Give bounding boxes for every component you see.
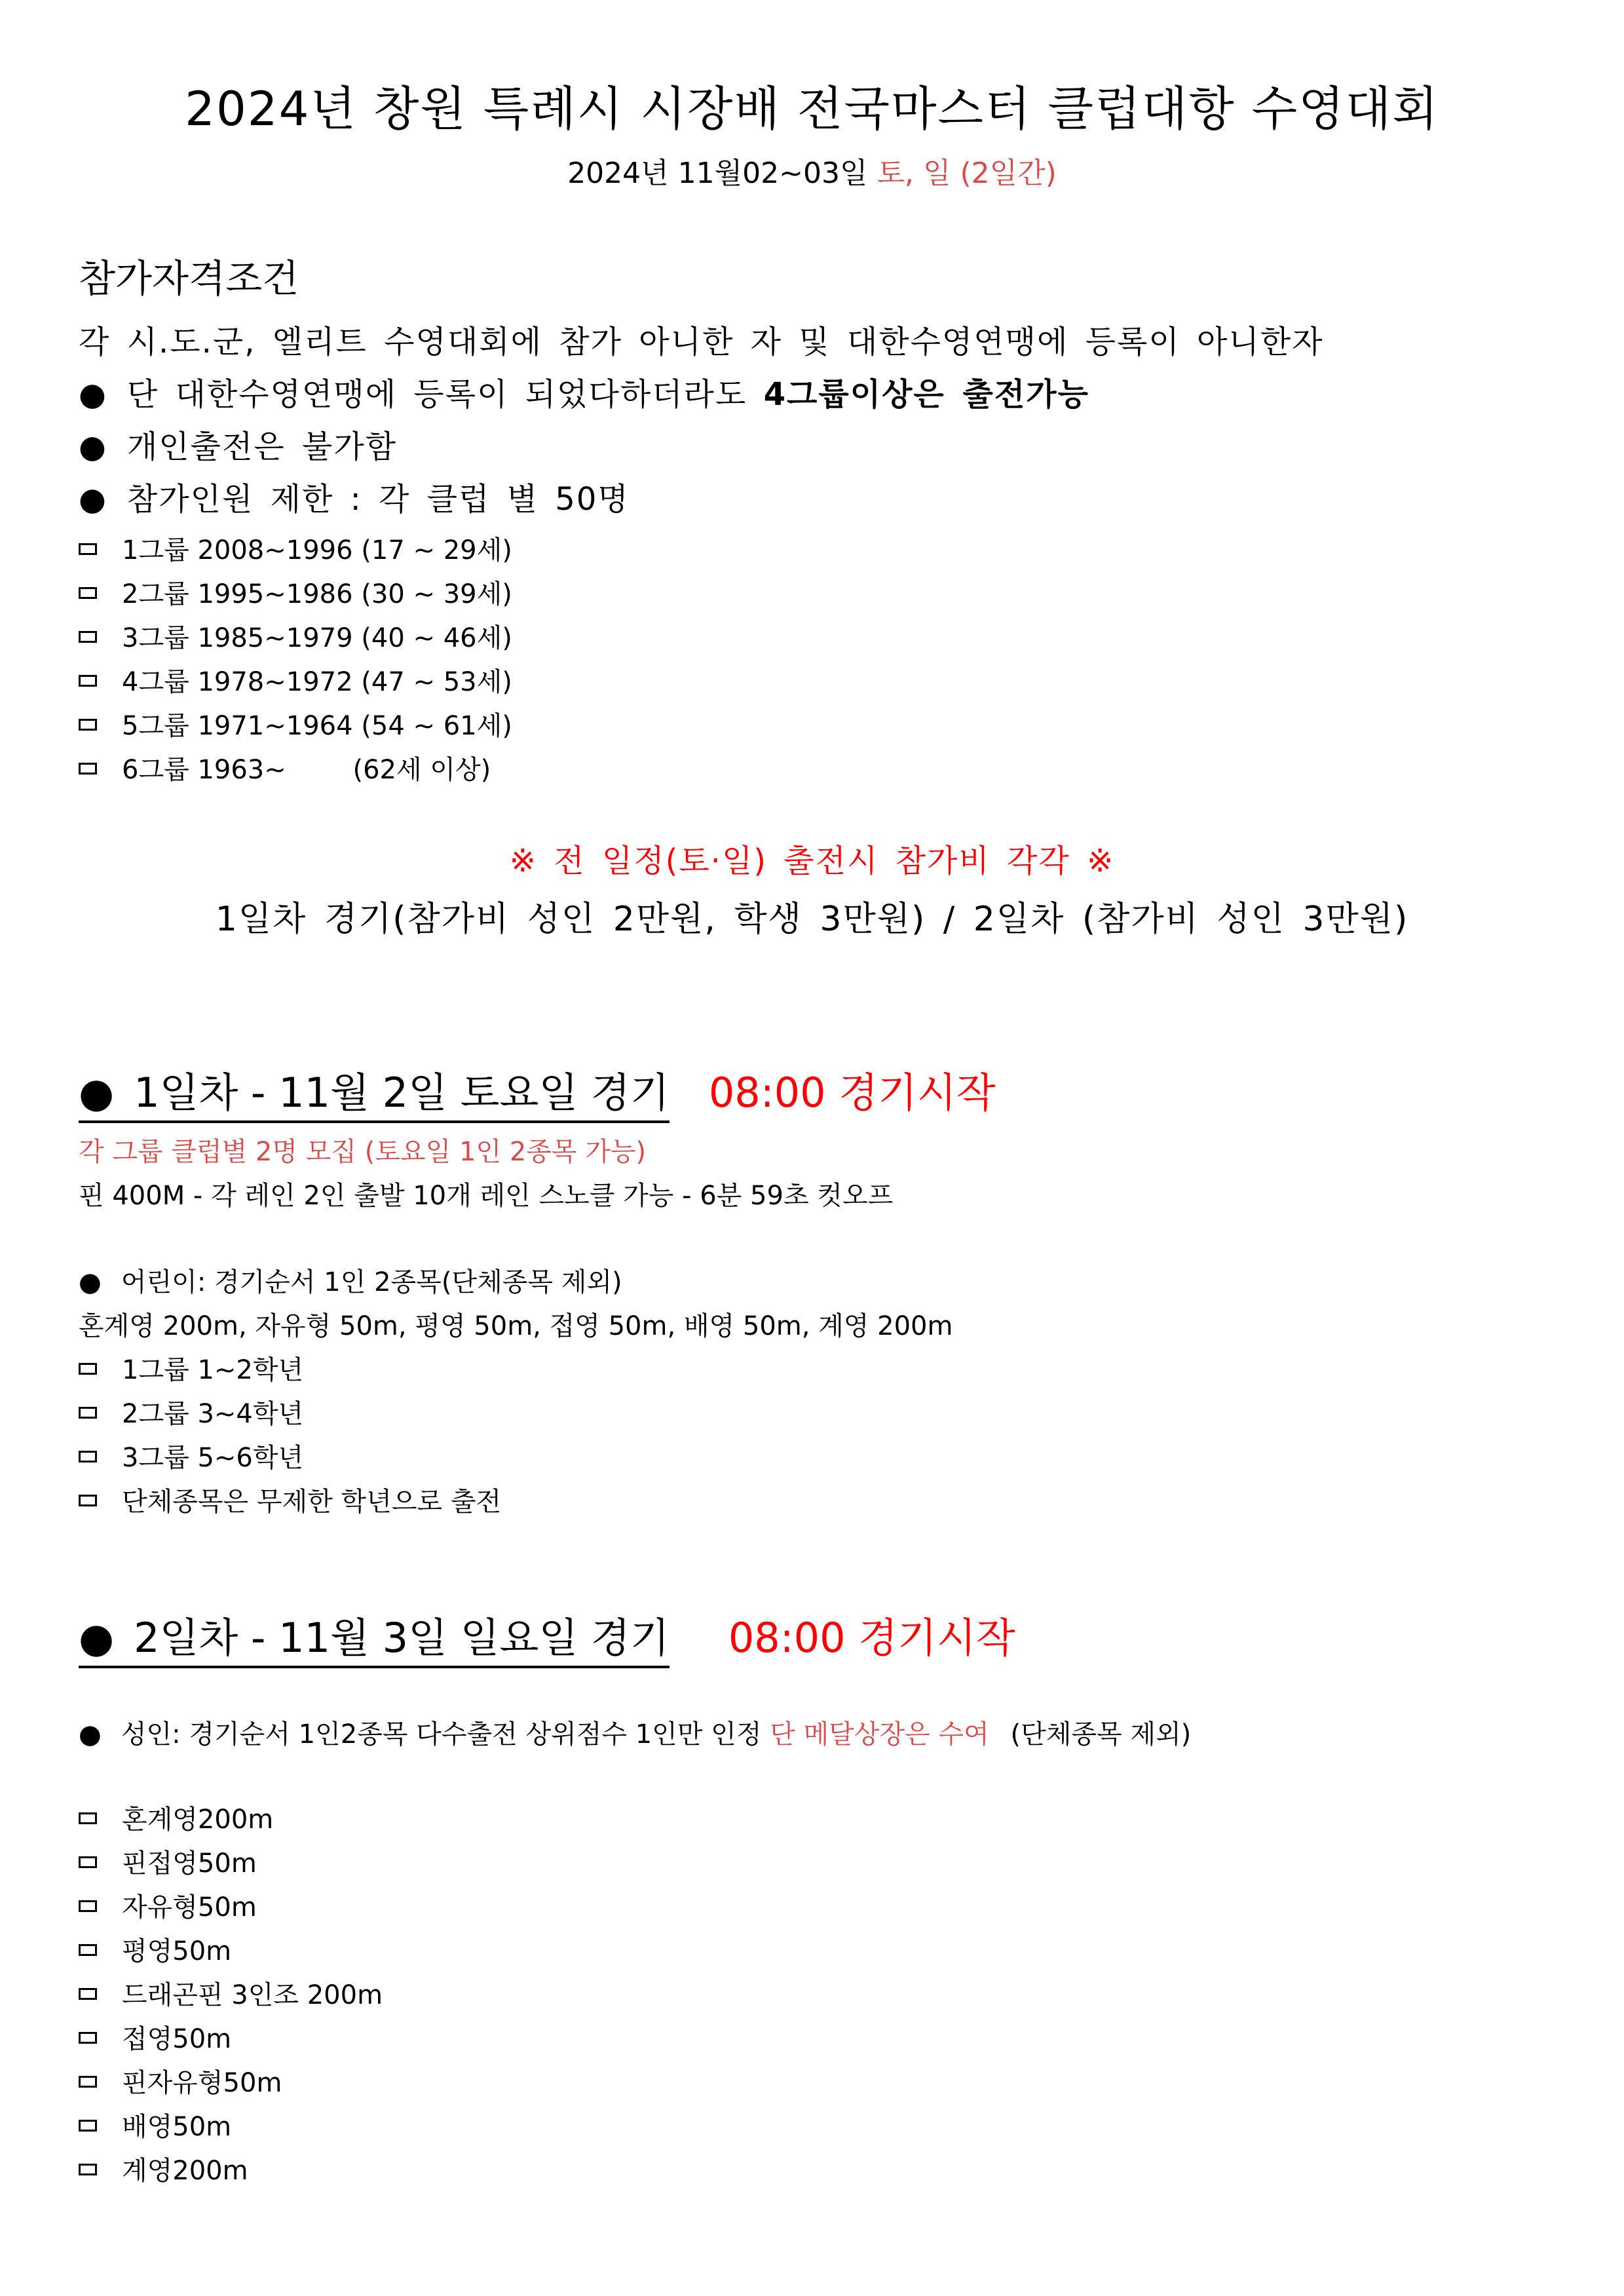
kids-group-item: 2그룹 3~4학년 bbox=[79, 1393, 303, 1430]
checkbox-square-icon bbox=[79, 1856, 97, 1868]
bullet-icon: ● bbox=[79, 1719, 102, 1750]
day2-event-item: 자유형50m bbox=[79, 1886, 257, 1924]
checkbox-square-icon bbox=[79, 1495, 97, 1506]
kids-group-item: 1그룹 1~2학년 bbox=[79, 1349, 303, 1387]
checkbox-square-icon bbox=[79, 1900, 97, 1912]
checkbox-square-icon bbox=[79, 2164, 97, 2175]
day1-kids-events: 혼계영 200m, 자유형 50m, 평영 50m, 접영 50m, 배영 50m, 계영 200m bbox=[79, 1311, 953, 1341]
day2-title: ● 2일차 - 11월 3일 일요일 경기 bbox=[79, 1614, 670, 1668]
age-group-item: 4그룹 1978~1972 (47 ~ 53세) bbox=[79, 661, 512, 698]
age-group-item: 5그룹 1971~1964 (54 ~ 61세) bbox=[79, 705, 512, 742]
day2-event-item: 접영50m bbox=[79, 2018, 231, 2056]
day2-heading bbox=[79, 1605, 1015, 1664]
age-group-item: 1그룹 2008~1996 (17 ~ 29세) bbox=[79, 529, 512, 567]
day2-medal-note: 단 메달상장은 수여 bbox=[770, 1719, 989, 1750]
day1-title: ● 1일차 - 11월 2일 토요일 경기 bbox=[79, 1069, 670, 1123]
checkbox-square-icon bbox=[79, 675, 97, 687]
day1-heading bbox=[79, 1060, 996, 1119]
kids-group-item: 단체종목은 무제한 학년으로 출전 bbox=[79, 1481, 501, 1518]
bullet-icon: ● bbox=[79, 376, 107, 413]
age-group-item: 3그룹 1985~1979 (40 ~ 46세) bbox=[79, 617, 512, 655]
bullet-icon: ● bbox=[79, 481, 107, 518]
age-group-item: 6그룹 1963~ (62세 이상) bbox=[79, 749, 491, 786]
checkbox-square-icon bbox=[79, 587, 97, 599]
checkbox-square-icon bbox=[79, 719, 97, 731]
checkbox-square-icon bbox=[79, 1944, 97, 1956]
day2-event-item: 핀자유형50m bbox=[79, 2062, 282, 2099]
day1-recruit: 각 그룹 클럽별 2명 모집 (토요일 1인 2종목 가능) bbox=[79, 1137, 647, 1167]
eligibility-bullet-3 bbox=[79, 474, 630, 519]
bullet-icon: ● bbox=[79, 1614, 115, 1662]
day2-event-item: 드래곤핀 3인조 200m bbox=[79, 1974, 383, 2012]
day1-fin-event: 핀 400M - 각 레인 2인 출발 10개 레인 스노클 가능 - 6분 59초 컷오프 bbox=[79, 1181, 894, 1211]
day2-event-item: 핀접영50m bbox=[79, 1843, 257, 1880]
checkbox-square-icon bbox=[79, 2032, 97, 2044]
checkbox-square-icon bbox=[79, 631, 97, 643]
checkbox-square-icon bbox=[79, 543, 97, 555]
fee-detail: 1일차 경기(참가비 성인 2만원, 학생 3만원) / 2일차 (참가비 성인 3만원) bbox=[215, 900, 1409, 939]
eligibility-bullet-3-text: 참가인원 제한 : 각 클럽 별 50명 bbox=[126, 481, 630, 518]
day2-event-item: 혼계영200m bbox=[79, 1799, 273, 1836]
checkbox-square-icon bbox=[79, 1451, 97, 1463]
checkbox-square-icon bbox=[79, 1988, 97, 2000]
checkbox-square-icon bbox=[79, 2076, 97, 2088]
eligibility-heading: 참가자격조건 bbox=[79, 256, 299, 301]
checkbox-square-icon bbox=[79, 763, 97, 775]
checkbox-square-icon bbox=[79, 1407, 97, 1419]
checkbox-square-icon bbox=[79, 1812, 97, 1824]
eligibility-bullet-1-text: 단 대한수영연맹에 등록이 되었다하더라도 bbox=[126, 376, 747, 413]
checkbox-square-icon bbox=[79, 2120, 97, 2132]
document-title: 2024년 창원 특례시 시장배 전국마스터 클럽대항 수영대회 bbox=[185, 81, 1439, 136]
eligibility-bullet-1 bbox=[79, 369, 1089, 414]
event-date-range: 2024년 11월02~03일 bbox=[567, 157, 868, 190]
bullet-icon: ● bbox=[79, 1267, 102, 1297]
checkbox-square-icon bbox=[79, 1363, 97, 1375]
eligibility-bullet-2 bbox=[79, 421, 397, 467]
eligibility-description: 각 시.도.군, 엘리트 수영대회에 참가 아니한 자 및 대한수영연맹에 등록이 아니한자 bbox=[79, 324, 1324, 360]
bullet-icon: ● bbox=[79, 429, 107, 465]
day2-event-item: 평영50m bbox=[79, 1930, 231, 1968]
fee-notice: ※ 전 일정(토·일) 출전시 참가비 각각 ※ bbox=[509, 843, 1115, 879]
day2-adult-rule: ● 성인: 경기순서 1인2종목 다수출전 상위점수 1인만 인정 단 메달상장은 수여 (단체종목 제외) bbox=[79, 1719, 1192, 1750]
event-date-days: 토, 일 (2일간) bbox=[877, 157, 1057, 190]
eligibility-bullet-2-text: 개인출전은 불가함 bbox=[126, 429, 398, 465]
event-date bbox=[0, 149, 1624, 191]
day1-start-time: 08:00 경기시작 bbox=[708, 1069, 996, 1117]
day2-event-item: 배영50m bbox=[79, 2106, 231, 2143]
day2-start-time: 08:00 경기시작 bbox=[728, 1614, 1015, 1662]
kids-group-item: 3그룹 5~6학년 bbox=[79, 1437, 303, 1474]
age-group-item: 2그룹 1995~1986 (30 ~ 39세) bbox=[79, 573, 512, 611]
day2-event-item: 계영200m bbox=[79, 2150, 248, 2187]
eligibility-bullet-1-bold: 4그룹이상은 출전가능 bbox=[763, 376, 1089, 413]
day1-kids-bullet: ● 어린이: 경기순서 1인 2종목(단체종목 제외) bbox=[79, 1267, 622, 1297]
bullet-icon: ● bbox=[79, 1069, 115, 1117]
